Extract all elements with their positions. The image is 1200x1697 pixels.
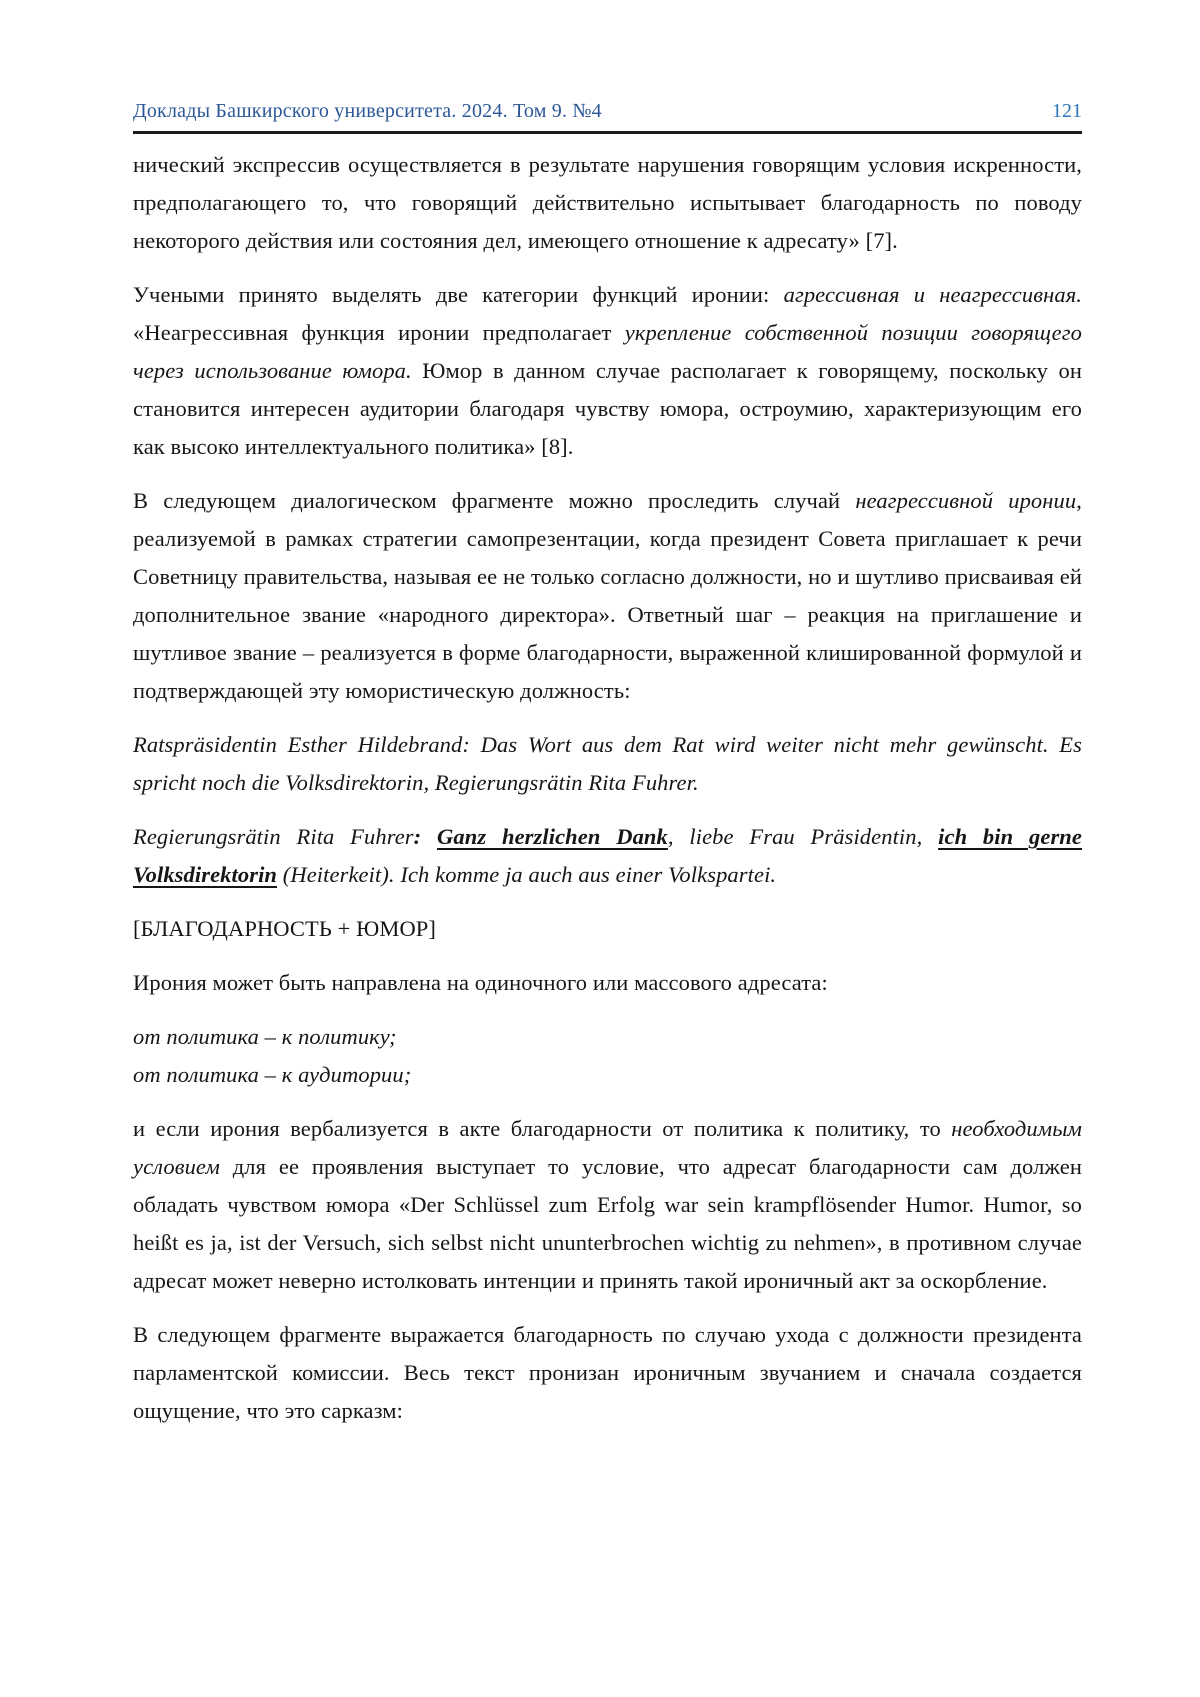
page-header	[133, 98, 1082, 124]
text-run: Ирония может быть направлена на одиночного или массового адресата:	[133, 970, 828, 995]
journal-title: Доклады Башкирского университета. 2024. Том 9. №4	[133, 100, 602, 122]
text-run: , liebe Frau Präsidentin,	[667, 824, 939, 849]
para-next-fragment	[133, 1316, 1082, 1430]
text-run: Ganz herzlichen Dank	[437, 824, 668, 849]
text-run: Юмор в данном случае располагает к говорящему, поскольку он становится интересен аудитории благодаря чувству юмора, остроумию, характеризующим его как высоко интеллектуального политика» [8].	[133, 358, 1083, 459]
text-run: Учеными принято выделять две категории функций иронии:	[133, 282, 784, 307]
para-irony-address	[133, 964, 1082, 1002]
para-irony-functions	[133, 276, 1082, 466]
text-run: Regierungsrätin Rita Fuhrer	[133, 824, 414, 849]
text-run: :	[413, 824, 438, 849]
para-dialogue-intro	[133, 482, 1082, 710]
text-run: , реализуемой в рамках стратегии самопрезентации, когда президент Совета приглашает к речи Советницу правительства, называя ее не только согласно должности, но и шутливо присваивая ей дополнительное звание «народного директора». Ответный шаг – реакция на приглашение и шутливое звание – реализуется в форме благодарности, выраженной клишированной формулой и подтверждающей эту юмористическую должность:	[133, 488, 1082, 703]
label-gratitude-humor	[133, 910, 1082, 948]
text-run: (Heiterkeit). Ich komme ja auch aus einer Volkspartei.	[277, 862, 777, 887]
para-irony-condition	[133, 1110, 1082, 1300]
text-run: «Неагрессивная функция иронии предполагает	[133, 320, 625, 345]
text-run: ich bin gerne Volksdirektorin	[133, 824, 1083, 887]
text-run: необходимым условием	[133, 1116, 1082, 1179]
para-sincerity-condition	[133, 146, 1082, 260]
text-run: нический экспрессив осуществляется в результате нарушения говорящим условия искренности, предполагающего то, что говорящий действительно испытывает благодарность по поводу некоторого действия или состояния дел, имеющего отношение к адресату» [7].	[133, 152, 1082, 253]
text-run: агрессивная и неагрессивная.	[783, 282, 1083, 307]
text-run: и если ирония вербализуется в акте благодарности от политика к политику, то	[133, 1116, 952, 1141]
text-run: от политика – к политику;	[133, 1024, 397, 1049]
text-run: В следующем диалогическом фрагменте можно проследить случай	[133, 488, 856, 513]
document-body	[133, 146, 1082, 1430]
quote-ratspraesidentin	[133, 726, 1082, 802]
text-run: укрепление собственной позиции говорящего через использование юмора.	[133, 320, 1082, 383]
quote-regierungsraetin	[133, 818, 1082, 894]
text-run: В следующем фрагменте выражается благодарность по случаю ухода с должности президента парламентской комиссии. Весь текст пронизан ироничным звучанием и сначала создается ощущение, что это сарказм:	[133, 1322, 1082, 1423]
text-run: Ratspräsidentin Esther Hildebrand: Das Wort aus dem Rat wird weiter nicht mehr gewünscht. Es spricht noch die Volksdirektorin, Regierungsrätin Rita Fuhrer.	[133, 732, 1082, 795]
header-rule	[133, 131, 1082, 134]
list-irony-directions	[133, 1018, 1082, 1094]
text-run: от политика – к аудитории;	[133, 1062, 412, 1087]
text-run: [БЛАГОДАРНОСТЬ + ЮМОР]	[133, 916, 437, 941]
page-number: 121	[1052, 100, 1082, 122]
text-run: для ее проявления выступает то условие, что адресат благодарности сам должен обладать чувством юмора «Der Schlüssel zum Erfolg war sein krampflösender Humor. Humor, so heißt es ja, ist der Versuch, sich selbst nicht ununterbrochen wichtig zu nehmen», в противном случае адресат может неверно истолковать интенции и принять такой ироничный акт за оскорбление.	[133, 1154, 1082, 1293]
text-run: неагрессивной иронии	[855, 488, 1077, 513]
